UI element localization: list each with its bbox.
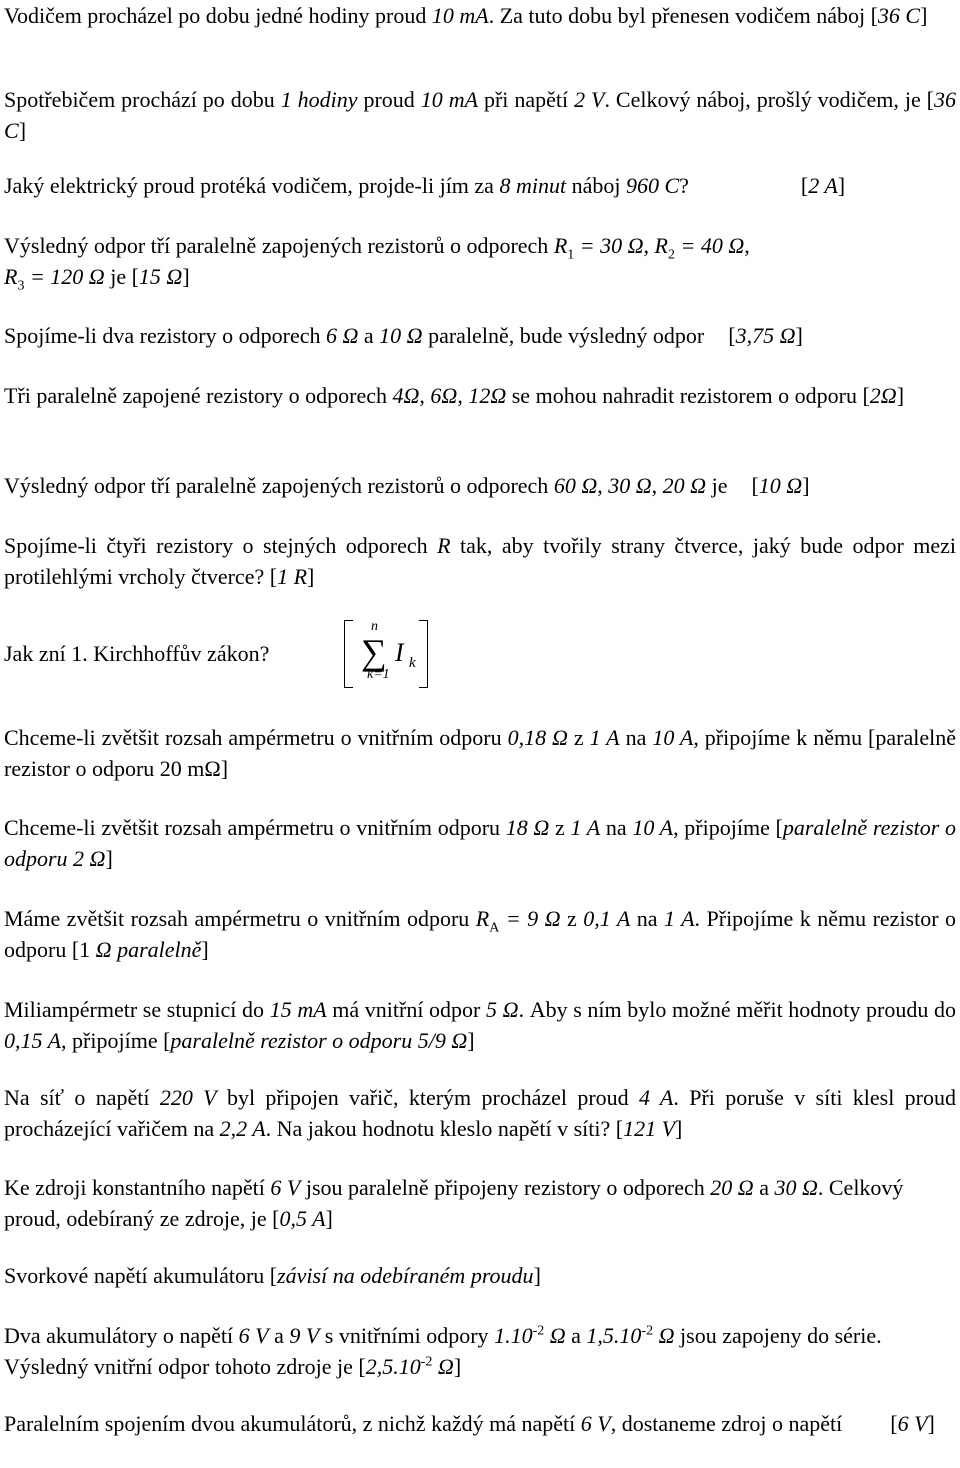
current-value: 10 A bbox=[652, 725, 694, 750]
resistance-value: = 120 Ω bbox=[24, 264, 105, 289]
question-8-text: tak, aby tvořily strany čtverce, jaký bude odpor mezi protilehlými vrcholy čtverce? [ bbox=[4, 533, 956, 589]
bracket-close: ] bbox=[920, 3, 928, 28]
voltage-value: 220 V bbox=[159, 1085, 217, 1110]
resistance-symbol: R bbox=[437, 533, 451, 558]
current-value: 1 A bbox=[570, 815, 601, 840]
answer-value: paralelně rezistor o odporu 5/9 Ω bbox=[170, 1028, 468, 1053]
bracket-close: ] bbox=[533, 1263, 541, 1288]
question-14 bbox=[4, 1082, 956, 1144]
question-2-text: . Celkový náboj, prošlý vodičem, je [ bbox=[604, 87, 934, 112]
time-value: 1 hodiny bbox=[280, 87, 358, 112]
answer-value: 2,5.10 bbox=[365, 1354, 421, 1379]
separator: , bbox=[457, 383, 469, 408]
question-18-text: , dostaneme zdroj o napětí bbox=[610, 1411, 843, 1436]
current-value: 15 mA bbox=[269, 997, 327, 1022]
question-12 bbox=[4, 903, 956, 965]
question-8 bbox=[4, 530, 956, 592]
question-17-text: s vnitřními odpory bbox=[319, 1323, 495, 1348]
sum-lower-limit: k=1 bbox=[367, 667, 390, 682]
question-12-text: Máme zvětšit rozsah ampérmetru o vnitřním odporu bbox=[4, 906, 476, 931]
separator: , bbox=[419, 383, 431, 408]
question-17-text: a bbox=[268, 1323, 290, 1348]
question-11 bbox=[4, 812, 956, 874]
question-16 bbox=[4, 1260, 956, 1291]
resistor-symbol: R bbox=[654, 233, 668, 258]
resistance-value: 10 Ω bbox=[379, 323, 423, 348]
answer-value: 36 C bbox=[877, 3, 921, 28]
question-5-text: paralelně, bude výsledný odpor bbox=[422, 323, 705, 348]
resistor-symbol: R bbox=[475, 906, 490, 931]
question-13 bbox=[4, 994, 956, 1056]
bracket-close: ] bbox=[927, 1411, 935, 1436]
question-10-text: z bbox=[567, 725, 590, 750]
question-7-text: Výsledný odpor tří paralelně zapojených rezistorů o odporech bbox=[4, 473, 554, 498]
resistance-value: 30 Ω bbox=[608, 473, 652, 498]
question-13-text: Miliampérmetr se stupnicí do bbox=[4, 997, 270, 1022]
voltage-value: 2 V bbox=[574, 87, 605, 112]
resistance-value: 6 Ω bbox=[325, 323, 359, 348]
voltage-value: 6 V bbox=[580, 1411, 611, 1436]
question-5-text: a bbox=[358, 323, 380, 348]
resistance-value: 30 Ω bbox=[774, 1175, 818, 1200]
question-2-text: Spotřebičem prochází po dobu bbox=[4, 87, 281, 112]
bracket-close: ] bbox=[675, 1116, 683, 1141]
question-14-text: . Na jakou hodnotu kleslo napětí v síti? [ bbox=[265, 1116, 624, 1141]
bracket-open: [ bbox=[890, 1411, 898, 1436]
bracket-close: ] bbox=[325, 1206, 333, 1231]
resistance-value: 1.10 bbox=[494, 1323, 533, 1348]
current-value: 1 A bbox=[589, 725, 620, 750]
current-value: 1 A bbox=[664, 906, 695, 931]
question-14-text: . Při poruše v síti klesl proud procházející vařičem na bbox=[4, 1085, 957, 1141]
resistance-value: 1,5.10 bbox=[586, 1323, 642, 1348]
answer-value: závisí na odebíraném proudu bbox=[277, 1263, 534, 1288]
current-value: 0,15 A bbox=[4, 1028, 62, 1053]
time-value: 8 minut bbox=[499, 173, 567, 198]
question-10-text: na bbox=[619, 725, 653, 750]
answer-value: 10 Ω bbox=[758, 473, 803, 498]
resistance-value: 60 Ω bbox=[553, 473, 598, 498]
sigma-symbol: ∑ bbox=[361, 632, 387, 672]
resistor-index: 3 bbox=[17, 278, 25, 294]
question-13-text: , připojíme [ bbox=[61, 1028, 171, 1053]
resistance-value: 0,18 Ω bbox=[507, 725, 568, 750]
current-index: k bbox=[409, 655, 416, 671]
question-13-text: má vnitřní odpor bbox=[326, 997, 487, 1022]
current-value: 0,1 A bbox=[583, 906, 631, 931]
answer-value: 0,5 A bbox=[279, 1206, 326, 1231]
current-variable: I bbox=[395, 638, 404, 667]
resistance-value: = 9 Ω bbox=[499, 906, 561, 931]
resistor-symbol: R bbox=[4, 264, 18, 289]
question-12-text: na bbox=[630, 906, 664, 931]
resistor-index: A bbox=[489, 920, 500, 936]
sum-upper-limit: n bbox=[371, 619, 378, 634]
bracket-close: ] bbox=[467, 1028, 475, 1053]
question-7 bbox=[4, 470, 956, 501]
question-11-text: Chceme-li zvětšit rozsah ampérmetru o vnitřním odporu bbox=[4, 815, 506, 840]
resistor-symbol: R bbox=[553, 233, 568, 258]
question-3-text: Jaký elektrický proud protéká vodičem, projde-li jím za bbox=[4, 173, 500, 198]
bracket-close: ] bbox=[105, 846, 113, 871]
question-6 bbox=[4, 380, 956, 411]
question-15-text: jsou paralelně připojeny rezistory o odporech bbox=[300, 1175, 711, 1200]
resistance-value: 4Ω bbox=[392, 383, 420, 408]
separator: , bbox=[744, 233, 750, 258]
bracket-close: ] bbox=[18, 118, 27, 143]
question-14-text: Na síť o napětí bbox=[4, 1085, 160, 1110]
question-15-text: a bbox=[753, 1175, 775, 1200]
question-4-text: Výsledný odpor tří paralelně zapojených rezistorů o odporech bbox=[4, 233, 554, 258]
current-value: 10 A bbox=[632, 815, 674, 840]
bracket-close: ] bbox=[795, 323, 803, 348]
resistance-value: 12Ω bbox=[468, 383, 507, 408]
question-2 bbox=[4, 84, 956, 146]
question-16-text: Svorkové napětí akumulátoru [ bbox=[4, 1263, 278, 1288]
question-15-text: Ke zdroji konstantního napětí bbox=[4, 1175, 271, 1200]
question-1-text: . Za tuto dobu byl přenesen vodičem náboj [ bbox=[488, 3, 878, 28]
question-6-text: Tři paralelně zapojené rezistory o odporech bbox=[4, 383, 393, 408]
bracket-close: ] bbox=[307, 564, 315, 589]
question-4 bbox=[4, 230, 956, 292]
question-10-answer: , připojíme k němu [paralelně rezistor o odporu 20 mΩ] bbox=[4, 725, 956, 781]
kirchhoff-formula bbox=[344, 620, 428, 688]
current-value: 2,2 A bbox=[219, 1116, 266, 1141]
bracket-open: [ bbox=[751, 473, 759, 498]
answer-value: Ω paralelně bbox=[95, 937, 202, 962]
question-17-text: jsou zapojeny do série. Výsledný vnitřní odpor tohoto zdroje je [ bbox=[4, 1323, 882, 1379]
question-5-text: Spojíme-li dva rezistory o odporech bbox=[4, 323, 326, 348]
bracket-close: ] bbox=[453, 1354, 462, 1379]
bracket-close: ] bbox=[837, 173, 846, 198]
answer-value: 2 A bbox=[808, 173, 838, 198]
question-7-text: je bbox=[706, 473, 728, 498]
question-3-text: náboj bbox=[566, 173, 626, 198]
question-17-text: a bbox=[565, 1323, 587, 1348]
exponent: -2 bbox=[532, 1323, 545, 1339]
resistance-value: 5 Ω bbox=[486, 997, 519, 1022]
bracket-open: [ bbox=[728, 323, 736, 348]
answer-value: 36 C bbox=[4, 87, 956, 143]
voltage-value: 6 V bbox=[238, 1323, 269, 1348]
current-value: 4 A bbox=[639, 1085, 674, 1110]
question-11-text: , připojíme [ bbox=[673, 815, 783, 840]
bracket-close: ] bbox=[802, 473, 810, 498]
question-10-text: Chceme-li zvětšit rozsah ampérmetru o vnitřním odporu bbox=[4, 725, 508, 750]
ohm-unit: Ω bbox=[432, 1354, 454, 1379]
voltage-value: 9 V bbox=[289, 1323, 320, 1348]
question-5 bbox=[4, 320, 956, 351]
voltage-value: 6 V bbox=[270, 1175, 301, 1200]
question-1-text: Vodičem procházel po dobu jedné hodiny proud bbox=[4, 3, 432, 28]
question-18-text: Paralelním spojením dvou akumulátorů, z nichž každý má napětí bbox=[4, 1411, 581, 1436]
question-14-text: byl připojen vařič, kterým procházel proud bbox=[216, 1085, 639, 1110]
current-value: 10 mA bbox=[431, 3, 489, 28]
question-mark: ? bbox=[679, 173, 689, 198]
resistance-value: 20 Ω bbox=[662, 473, 707, 498]
bracket-open: [ bbox=[800, 173, 809, 198]
current-value: 10 mA bbox=[420, 87, 479, 112]
ohm-unit: Ω bbox=[544, 1323, 566, 1348]
resistance-value: = 40 Ω bbox=[674, 233, 745, 258]
question-17-text: Dva akumulátory o napětí bbox=[4, 1323, 239, 1348]
question-3 bbox=[4, 170, 956, 201]
question-18 bbox=[4, 1408, 956, 1439]
charge-value: 960 C bbox=[625, 173, 680, 198]
separator: , bbox=[597, 473, 609, 498]
bracket-close: ] bbox=[896, 383, 905, 408]
separator: , bbox=[651, 473, 663, 498]
question-8-text: Spojíme-li čtyři rezistory o stejných odporech bbox=[4, 533, 438, 558]
resistance-value: 18 Ω bbox=[505, 815, 550, 840]
question-9 bbox=[4, 638, 956, 669]
question-1 bbox=[4, 0, 956, 31]
question-9-text: Jak zní 1. Kirchhoffův zákon? bbox=[4, 641, 270, 666]
separator: , bbox=[643, 233, 655, 258]
answer-value: 3,75 Ω bbox=[735, 323, 796, 348]
exponent: -2 bbox=[420, 1354, 433, 1370]
answer-value: paralelně rezistor o odporu 2 Ω bbox=[4, 815, 956, 871]
question-15 bbox=[4, 1172, 956, 1234]
resistance-value: 6Ω bbox=[430, 383, 458, 408]
answer-value: 1 R bbox=[277, 564, 308, 589]
bracket-close: ] bbox=[201, 937, 209, 962]
resistor-index: 1 bbox=[567, 247, 575, 263]
question-15-text: . Celkový proud, odebíraný ze zdroje, je [ bbox=[4, 1175, 904, 1231]
bracket-close: ] bbox=[182, 264, 190, 289]
question-6-text: se mohou nahradit rezistorem o odporu [ bbox=[506, 383, 870, 408]
resistor-index: 2 bbox=[667, 247, 675, 263]
question-4-text: je [ bbox=[104, 264, 139, 289]
answer-value: 121 V bbox=[623, 1116, 676, 1141]
question-11-text: na bbox=[600, 815, 633, 840]
question-12-text: z bbox=[560, 906, 584, 931]
answer-value: 15 Ω bbox=[138, 264, 183, 289]
question-17 bbox=[4, 1320, 956, 1382]
question-12-text: . Připojíme k němu rezistor o odporu [1 bbox=[4, 906, 957, 962]
answer-value: 2Ω bbox=[869, 383, 897, 408]
question-11-text: z bbox=[549, 815, 571, 840]
resistance-value: 20 Ω bbox=[710, 1175, 754, 1200]
question-10 bbox=[4, 722, 956, 784]
question-2-text: při napětí bbox=[478, 87, 575, 112]
question-2-text: proud bbox=[357, 87, 421, 112]
ohm-unit: Ω bbox=[653, 1323, 675, 1348]
answer-value: 6 V bbox=[897, 1411, 928, 1436]
exponent: -2 bbox=[641, 1323, 654, 1339]
resistance-value: = 30 Ω bbox=[574, 233, 644, 258]
question-13-text: . Aby s ním bylo možné měřit hodnoty proudu do bbox=[518, 997, 956, 1022]
